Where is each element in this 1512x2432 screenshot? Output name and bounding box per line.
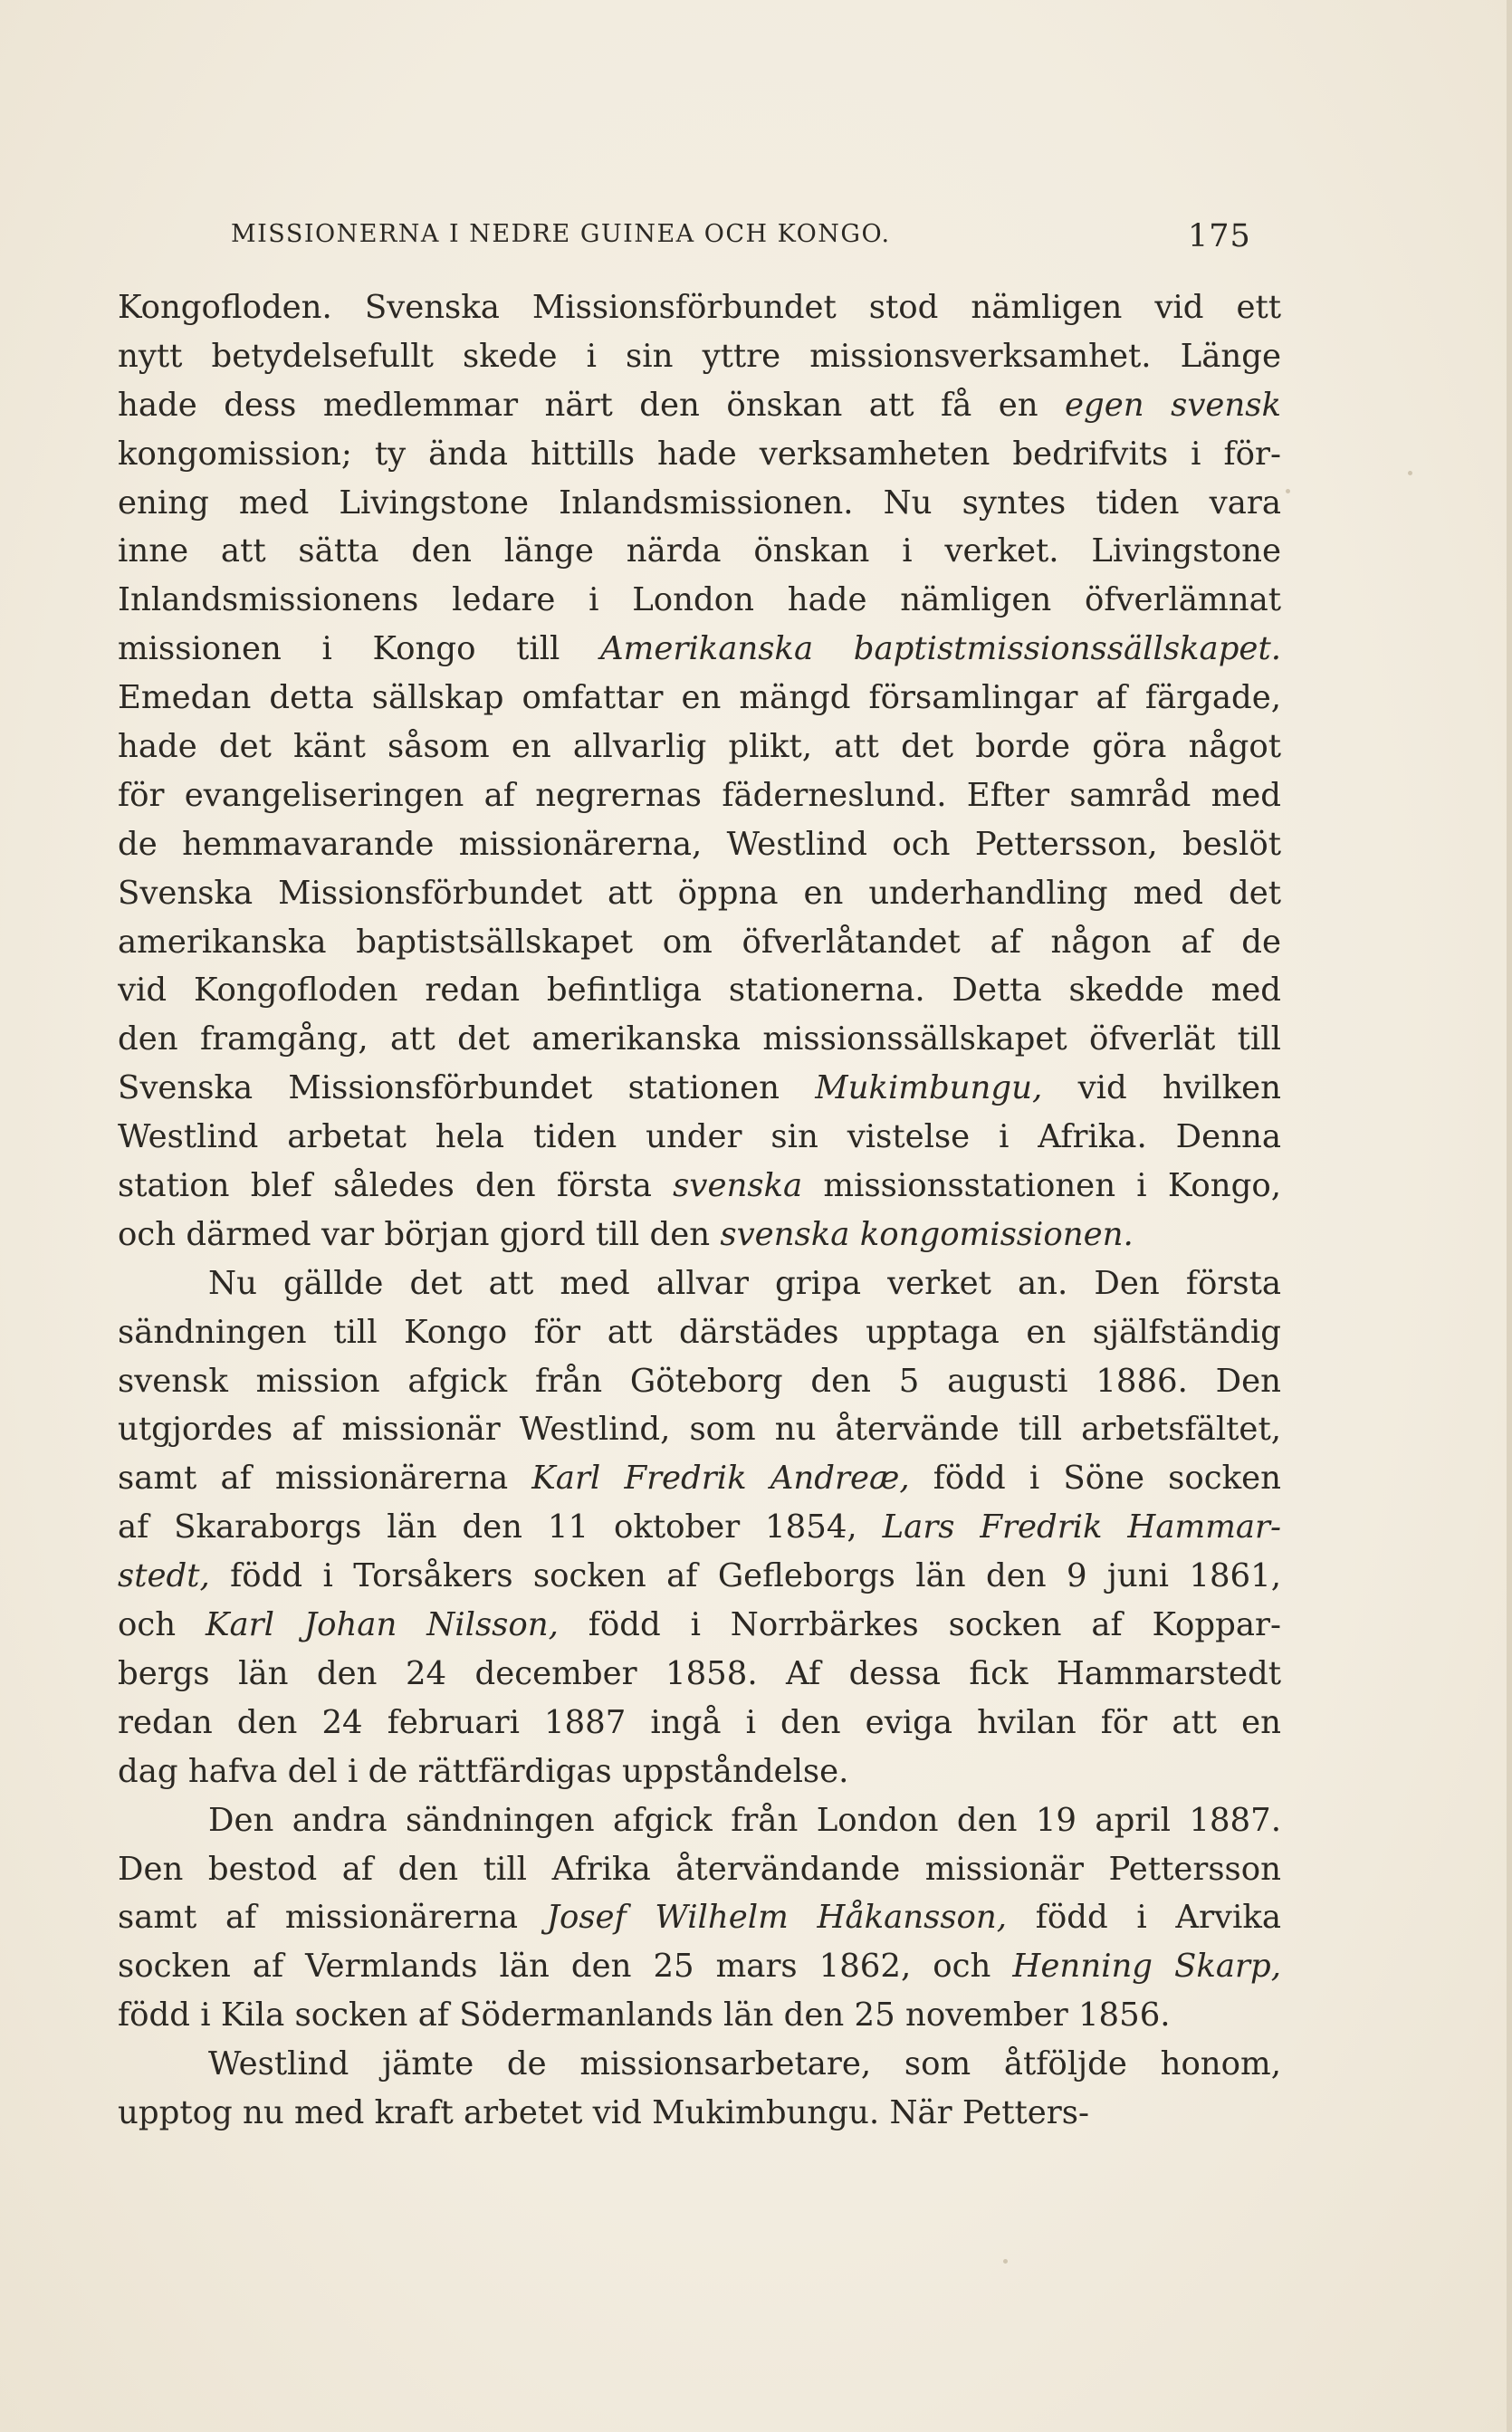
italic-text: Karl Fredrik Andreæ, (531, 1460, 910, 1498)
text-segment: upptog nu med kraft arbetet vid Mukimbungu. När Petters- (118, 2093, 1089, 2131)
text-segment: missionen i Kongo till (118, 630, 601, 668)
text-segment: Den bestod af den till Afrika återvändande missionär Pettersson (118, 1850, 1281, 1888)
text-line (118, 966, 1281, 1015)
text-line (118, 1650, 1281, 1699)
text-segment: station blef således den första (118, 1167, 674, 1205)
page-number: 175 (1188, 218, 1251, 254)
text-line (118, 1991, 1281, 2040)
text-line (118, 1357, 1281, 1406)
body-text (118, 283, 1281, 2138)
italic-text: Henning Skarp, (1012, 1948, 1281, 1986)
text-segment: Den andra sändningen afgick från London den 19 april 1887. (208, 1801, 1281, 1839)
text-segment: född i Torsåkers socken af Gefleborgs län den 9 juni 1861, (209, 1557, 1281, 1595)
text-line (118, 723, 1281, 771)
text-segment: de hemmavarande missionärerna, Westlind och Pettersson, beslöt (118, 825, 1281, 863)
text-segment: Kongofloden. Svenska Missionsförbundet stod nämligen vid ett (118, 289, 1281, 326)
text-segment: Emedan detta sällskap omfattar en mängd församlingar af färgade, (118, 679, 1281, 717)
text-segment: af Skaraborgs län den 11 oktober 1854, (118, 1508, 883, 1546)
italic-text: Karl Johan Nilsson, (205, 1606, 559, 1644)
text-line (118, 674, 1281, 723)
italic-text: svenska (673, 1167, 803, 1205)
text-line (118, 1503, 1281, 1552)
text-segment: och (118, 1606, 206, 1644)
text-segment: redan den 24 februari 1887 ingå i den eviga hvilan för att en (118, 1703, 1281, 1741)
text-line (118, 479, 1281, 528)
text-segment: född i Kila socken af Södermanlands län den 25 november 1856. (118, 1996, 1171, 2035)
italic-text: Mukimbungu, (815, 1069, 1043, 1107)
paper-spot (1408, 471, 1412, 475)
text-line (118, 576, 1281, 625)
text-segment: missionsstationen i Kongo, (802, 1167, 1281, 1205)
text-segment: ening med Livingstone Inlandsmissionen. Nu syntes tiden vara (118, 484, 1281, 522)
text-line (118, 381, 1281, 430)
text-line (118, 2089, 1281, 2138)
text-line (118, 527, 1281, 576)
text-line (118, 1796, 1281, 1845)
text-segment: hade det känt såsom en allvarlig plikt, att det borde göra något (118, 728, 1281, 766)
text-segment: sändningen till Kongo för att därstädes upptaga en själfständig (118, 1313, 1281, 1351)
text-line (118, 1259, 1281, 1308)
page-header (0, 220, 1512, 256)
text-segment: vid Kongofloden redan befintliga stationerna. Detta skedde med (118, 972, 1281, 1010)
text-line (118, 918, 1281, 967)
text-line (118, 1454, 1281, 1503)
text-line (118, 1845, 1281, 1894)
text-line (118, 1064, 1281, 1113)
text-line (118, 283, 1281, 332)
text-line (118, 1942, 1281, 1991)
text-segment: samt af missionärerna (118, 1460, 532, 1498)
text-line (118, 625, 1281, 674)
text-line (118, 430, 1281, 479)
text-segment: för evangeliseringen af negrernas fäderneslund. Efter samråd med (118, 776, 1281, 814)
text-segment: samt af missionärerna (118, 1899, 547, 1937)
text-line (118, 2040, 1281, 2089)
paper-spot (1003, 2259, 1008, 2264)
text-line (118, 1601, 1281, 1650)
text-line (118, 1211, 1281, 1259)
text-segment: född i Norrbärkes socken af Koppar- (558, 1606, 1281, 1644)
text-segment: bergs län den 24 december 1858. Af dessa fick Hammarstedt (118, 1654, 1281, 1692)
paper-spot (1286, 489, 1290, 493)
running-head: MISSIONERNA I NEDRE GUINEA OCH KONGO. (231, 220, 891, 248)
text-line (118, 1893, 1281, 1942)
text-segment: inne att sätta den länge närda önskan i verket. Livingstone (118, 532, 1281, 570)
text-segment: nytt betydelsefullt skede i sin yttre missionsverksamhet. Länge (118, 337, 1281, 375)
text-segment: vid hvilken (1042, 1069, 1281, 1107)
text-line (118, 332, 1281, 381)
text-segment: Nu gällde det att med allvar gripa verket an. Den första (208, 1264, 1281, 1302)
text-segment: och därmed var början gjord till den (118, 1215, 721, 1253)
italic-text: Josef Wilhelm Håkansson, (546, 1899, 1008, 1937)
text-segment: född i Söne socken (909, 1460, 1281, 1498)
text-line (118, 820, 1281, 869)
italic-text: svenska kongomissionen. (720, 1215, 1134, 1253)
text-segment: svensk mission afgick från Göteborg den 5 augusti 1886. Den (118, 1362, 1281, 1400)
text-segment: Inlandsmissionens ledare i London hade nämligen öfverlämnat (118, 581, 1281, 619)
italic-text: Lars Fredrik Hammar- (882, 1508, 1281, 1546)
text-segment: hade dess medlemmar närt den önskan att få en (118, 386, 1066, 424)
text-line (118, 1552, 1281, 1601)
text-line (118, 1113, 1281, 1162)
page-edge (1507, 0, 1512, 2432)
text-segment: socken af Vermlands län den 25 mars 1862, och (118, 1948, 1013, 1986)
text-line (118, 869, 1281, 918)
text-segment: amerikanska baptistsällskapet om öfverlåtandet af någon af de (118, 923, 1281, 961)
text-segment: dag hafva del i de rättfärdigas uppståndelse. (118, 1752, 849, 1790)
text-line (118, 1747, 1281, 1796)
text-segment: Svenska Missionsförbundet att öppna en underhandling med det (118, 874, 1281, 912)
text-segment: kongomission; ty ända hittills hade verksamheten bedrifvits i för- (118, 435, 1281, 473)
text-segment: Westlind arbetat hela tiden under sin vistelse i Afrika. Denna (118, 1118, 1281, 1156)
text-segment: Svenska Missionsförbundet stationen (118, 1069, 816, 1107)
text-line (118, 1015, 1281, 1064)
text-line (118, 1308, 1281, 1357)
text-line (118, 1405, 1281, 1454)
text-segment: född i Arvika (1007, 1899, 1281, 1937)
text-line (118, 771, 1281, 820)
text-line (118, 1699, 1281, 1747)
text-segment: Westlind jämte de missionsarbetare, som åtföljde honom, (208, 2045, 1281, 2083)
text-segment: utgjordes af missionär Westlind, som nu återvände till arbetsfältet, (118, 1411, 1281, 1449)
italic-text: egen svensk (1065, 386, 1281, 424)
text-segment: den framgång, att det amerikanska missionssällskapet öfverlät till (118, 1020, 1281, 1058)
text-line (118, 1162, 1281, 1211)
italic-text: Amerikanska baptistmissionssällskapet. (600, 630, 1281, 668)
italic-text: stedt, (118, 1557, 210, 1595)
